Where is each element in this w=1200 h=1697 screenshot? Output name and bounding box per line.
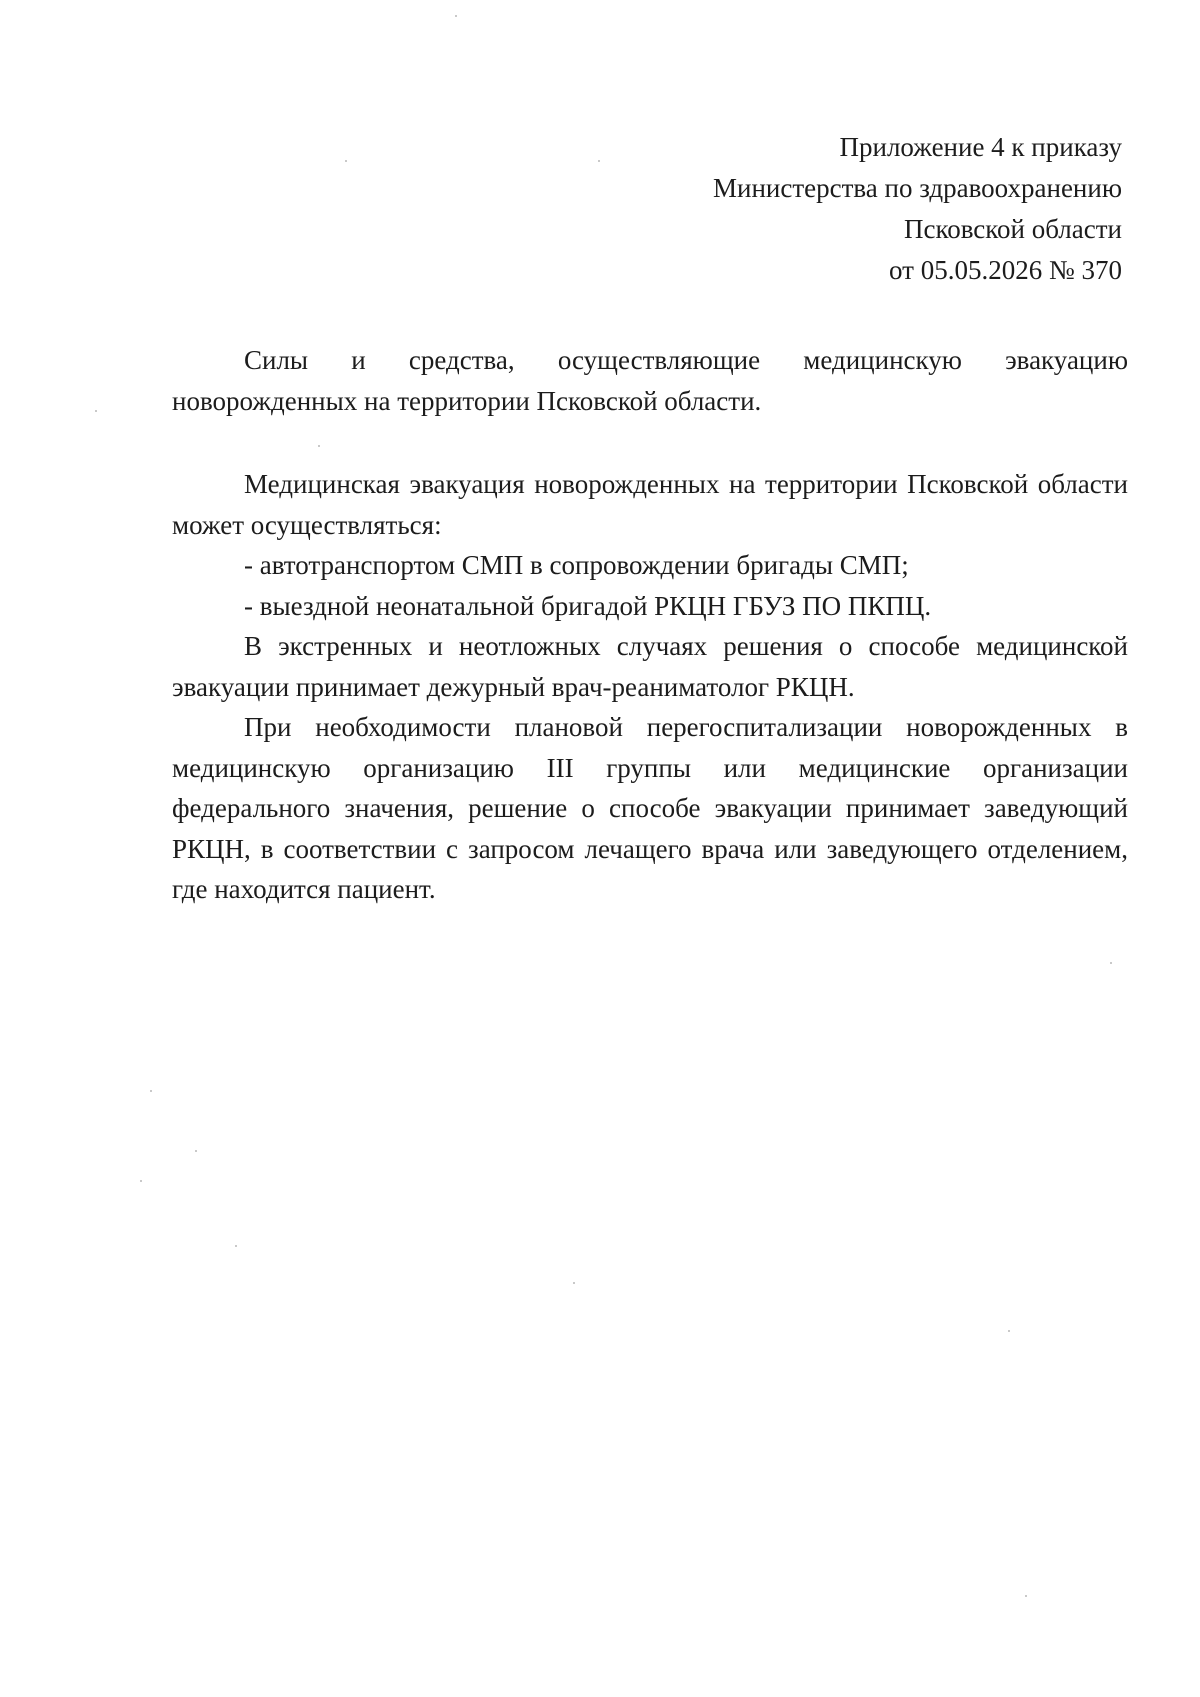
scan-speck	[573, 1282, 575, 1284]
scan-speck	[195, 1150, 197, 1152]
scan-speck	[318, 445, 320, 447]
scan-speck	[1025, 1595, 1027, 1597]
header-line-appendix: Приложение 4 к приказу	[839, 132, 1122, 162]
appendix-header	[713, 127, 1122, 291]
header-line-region: Псковской области	[903, 214, 1122, 244]
header-line-order-date: от 05.05.2026 № 370	[889, 255, 1122, 285]
paragraph-emergency: В экстренных и неотложных случаях решения о способе медицинской эвакуации принимает дежурный врач-реаниматолог РКЦН.	[172, 631, 1128, 702]
scan-speck	[598, 160, 600, 162]
scan-speck	[95, 410, 97, 412]
header-line-ministry: Министерства по здравоохранению	[712, 173, 1122, 203]
list-item-ambulance: - автотранспортом СМП в сопровождении бригады СМП;	[244, 550, 909, 580]
list-item-neonatal-team: - выездной неонатальной бригадой РКЦН ГБУЗ ПО ПКПЦ.	[244, 590, 932, 621]
scan-speck	[140, 1180, 142, 1182]
document-title: Силы и средства, осуществляющие медицинскую эвакуацию новорожденных на территории Псковской области.	[172, 345, 1128, 416]
paragraph-planned: При необходимости плановой перегоспитализации новорожденных в медицинскую организацию III группы или медицинские организации федерального значения, решение о способе эвакуации принимает заведующий РКЦН, в соответствии с запросом лечащего врача или заведующего отделением, где находится пациент.	[172, 712, 1128, 904]
scan-speck	[1110, 962, 1112, 964]
scan-speck	[455, 15, 457, 17]
document-body	[172, 340, 1128, 910]
scan-speck	[345, 160, 347, 162]
spacer	[172, 421, 1128, 464]
scan-speck	[150, 1090, 152, 1092]
scan-speck	[1008, 1330, 1010, 1332]
scan-speck	[235, 1245, 237, 1247]
paragraph-intro: Медицинская эвакуация новорожденных на территории Псковской области может осуществляться:	[172, 469, 1128, 540]
